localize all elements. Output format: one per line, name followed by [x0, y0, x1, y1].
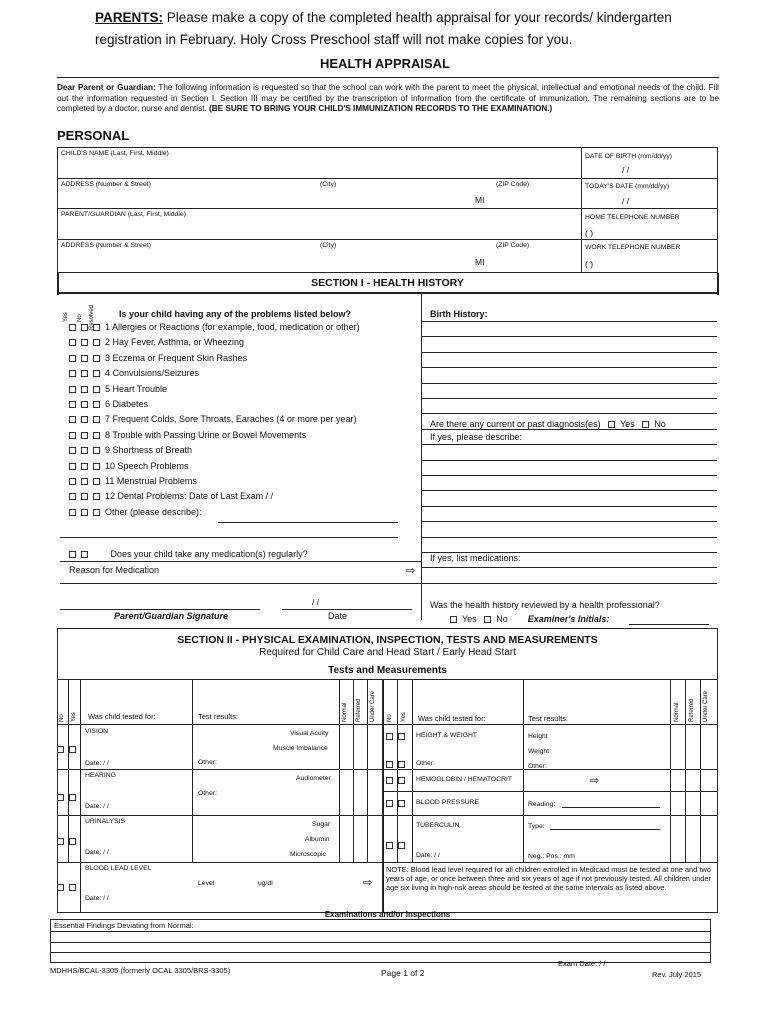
hearing-checkboxes: [57, 792, 81, 802]
findings-label: Essential Findings Deviating from Normal:: [54, 921, 194, 930]
answer-line: [421, 367, 717, 368]
hemo-label: HEMOGLOBIN / HEMATOCRIT: [416, 776, 513, 783]
s2-yes-left: Yes: [71, 712, 77, 722]
personal-grid: [57, 147, 718, 273]
hw-other-result-label: Other:: [528, 763, 547, 770]
parents-notice-line1: PARENTS: Please make a copy of the completed health appraisal for your records/ kindergarten: [95, 10, 672, 25]
address-label: ADDRESS (Number & Street): [61, 181, 151, 188]
health-history-item: [69, 445, 192, 455]
health-history-item: [69, 507, 202, 517]
answer-line: [421, 413, 717, 414]
section1-heading: SECTION I - HEALTH HISTORY: [311, 277, 464, 289]
resolved-checkbox[interactable]: [93, 463, 100, 470]
no-checkbox[interactable]: [81, 463, 88, 470]
reviewed-question: Was the health history reviewed by a health professional?: [430, 600, 660, 610]
health-history-item: [69, 353, 247, 363]
tb-label: TUBERCULIN: [416, 822, 460, 829]
resolved-checkbox[interactable]: [93, 370, 100, 377]
s2-normal-left: Normal: [342, 702, 348, 722]
tests-heading: Tests and Measurements: [328, 665, 447, 676]
health-history-item-label: 7 Frequent Colds, Sore Throats, Earaches (4 or more per year): [105, 414, 357, 425]
lead-date: Date: / /: [85, 895, 109, 902]
vision-label: VISION: [85, 728, 109, 735]
health-history-item-label: 10 Speech Problems: [105, 460, 189, 471]
lead-checkboxes: [57, 882, 81, 892]
col-yes-label: Yes: [63, 312, 69, 322]
neg-pos-label: Neg.: Pos.: mm: [528, 853, 575, 860]
yes-checkbox[interactable]: [69, 432, 76, 439]
yes-checkbox[interactable]: [69, 509, 76, 516]
no-checkbox[interactable]: [81, 339, 88, 346]
hw-checkboxes: [386, 731, 410, 741]
hearing-other-label: Other:: [198, 790, 217, 797]
visual-acuity-label: Visual Acuity: [290, 730, 329, 737]
reviewed-answers: Yes No Examiner's Initials:: [450, 614, 609, 624]
health-history-item: [69, 414, 356, 424]
tb-checkboxes: [386, 840, 410, 850]
hw-other-label: Other:: [416, 760, 435, 767]
no-checkbox[interactable]: [81, 416, 88, 423]
home-phone-paren: ( ): [585, 228, 594, 238]
col-no-label: No: [77, 314, 83, 322]
resolved-checkbox[interactable]: [93, 432, 100, 439]
no-checkbox[interactable]: [81, 401, 88, 408]
sugar-label: Sugar: [312, 821, 331, 828]
parents-notice-line2: registration in February. Holy Cross Preschool staff will not make copies for you.: [95, 32, 573, 47]
no-checkbox[interactable]: [81, 355, 88, 362]
hemo-checkboxes: [386, 775, 410, 785]
work-phone-paren: ( ): [585, 259, 594, 269]
vision-other-label: Other:: [198, 759, 217, 766]
signature-label: Parent/Guardian Signature: [114, 611, 229, 621]
medication-yes-checkbox[interactable]: [69, 551, 76, 558]
page-title: HEALTH APPRAISAL: [320, 56, 450, 71]
hearing-no-checkbox[interactable]: [57, 794, 64, 801]
lead-yes-checkbox[interactable]: [69, 884, 76, 891]
diagnosis-question: Are there any current or past diagnosis(es) Yes No: [430, 419, 666, 429]
health-history-item-label: 2 Hay Fever, Asthma, or Wheezing: [105, 337, 245, 348]
health-history-item-label: 11 Menstrual Problems: [105, 476, 197, 486]
exam-date-label: Exam Date: / /: [558, 959, 606, 968]
yes-checkbox[interactable]: [69, 447, 76, 454]
hw-label: HEIGHT & WEIGHT: [416, 732, 478, 739]
sig-date-label: Date: [328, 611, 348, 621]
vision-date: Date: / /: [85, 760, 109, 767]
hw-yes-checkbox[interactable]: [398, 733, 405, 740]
lead-no-checkbox[interactable]: [57, 884, 64, 891]
sig-date-slashes: / /: [312, 597, 320, 607]
list-meds-label: If yes, list medications:: [430, 553, 521, 563]
reviewed-yes-checkbox[interactable]: [450, 616, 457, 623]
no-checkbox[interactable]: [81, 324, 88, 331]
answer-line: [421, 352, 717, 353]
tb-date: Date: / /: [416, 852, 440, 859]
s2-normal-right: Normal: [674, 702, 680, 722]
bp-yes-checkbox[interactable]: [398, 800, 405, 807]
yes-checkbox[interactable]: [69, 493, 76, 500]
yes-checkbox[interactable]: [69, 370, 76, 377]
health-history-item: [69, 337, 244, 347]
city2-label: (City): [320, 242, 337, 249]
parent-guardian-label: PARENT/GUARDIAN (Last, First, Middle): [61, 211, 186, 218]
medication-no-checkbox[interactable]: [81, 551, 88, 558]
col-resolved-label: Resolved: [89, 304, 95, 330]
urinalysis-no-checkbox[interactable]: [57, 838, 64, 845]
bp-checkboxes: [386, 798, 410, 808]
yes-checkbox[interactable]: [69, 401, 76, 408]
section2-heading: SECTION II - PHYSICAL EXAMINATION, INSPECTION, TESTS AND MEASUREMENTS: [177, 634, 598, 646]
todays-date-label: TODAY'S DATE (mm/dd/yy): [585, 183, 670, 190]
s2-no-left: No: [59, 714, 65, 722]
s2-no-right: No: [387, 714, 393, 722]
hearing-label: HEARING: [85, 772, 116, 779]
yes-checkbox[interactable]: [69, 463, 76, 470]
resolved-checkbox[interactable]: [93, 355, 100, 362]
hemo-yes-checkbox[interactable]: [398, 777, 405, 784]
health-history-item-label: Other (please describe):: [105, 506, 202, 517]
health-history-item-label: 4 Convulsions/Seizures: [105, 368, 200, 379]
vision-no-checkbox[interactable]: [57, 746, 64, 753]
resolved-checkbox[interactable]: [93, 324, 100, 331]
birth-history-label: Birth History:: [430, 309, 488, 319]
exams-heading: Examinations and/or Inspections: [324, 910, 451, 919]
hw-other-no-checkbox[interactable]: [386, 761, 393, 768]
state2-mi: MI: [475, 257, 485, 267]
audiometer-label: Audiometer: [296, 775, 331, 782]
answer-line: [421, 567, 717, 568]
yes-checkbox[interactable]: [69, 478, 76, 485]
lead-level-label: Level: [198, 880, 215, 887]
lead-unit: ug/dl: [258, 880, 273, 887]
results-right: Test results:: [528, 714, 569, 723]
answer-line: [421, 444, 717, 445]
diagnosis-yes-checkbox[interactable]: [608, 421, 615, 428]
problems-question: Is your child having any of the problems listed below?: [119, 309, 352, 319]
zip-label: (ZIP Code): [496, 181, 530, 188]
microscopic-label: Microscopic: [290, 851, 326, 858]
yes-checkbox[interactable]: [69, 386, 76, 393]
vision-yes-checkbox[interactable]: [69, 746, 76, 753]
resolved-checkbox[interactable]: [93, 447, 100, 454]
health-history-item: [69, 399, 148, 409]
hw-no-checkbox[interactable]: [386, 733, 393, 740]
type-label: Type:: [528, 823, 545, 830]
no-checkbox[interactable]: [81, 509, 88, 516]
state-mi: MI: [475, 195, 485, 205]
urinalysis-date: Date: / /: [85, 849, 109, 856]
lead-arrow-icon: ⇨: [363, 877, 373, 889]
s2-yes-right: Yes: [401, 712, 407, 722]
hearing-yes-checkbox[interactable]: [69, 794, 76, 801]
s2-referred-right: Referred: [689, 698, 695, 722]
health-history-item-label: 3 Eczema or Frequent Skin Rashes: [105, 352, 248, 363]
health-history-item-label: 6 Diabetes: [105, 399, 149, 409]
answer-line: [421, 490, 717, 491]
resolved-checkbox[interactable]: [93, 339, 100, 346]
health-history-item: [69, 384, 167, 394]
answer-line: [421, 506, 717, 507]
bp-label: BLOOD PRESSURE: [416, 799, 480, 806]
s2-undercare-right: Under Care: [703, 690, 709, 722]
answer-line: [421, 460, 717, 461]
urinalysis-label: URINALYSIS: [85, 818, 125, 825]
reason-label: Reason for Medication: [69, 565, 160, 575]
health-history-item: [69, 476, 197, 486]
hw-other-yes-checkbox[interactable]: [398, 761, 405, 768]
resolved-checkbox[interactable]: [93, 478, 100, 485]
answer-line: [421, 398, 717, 399]
right-arrow-icon: ⇨: [406, 565, 416, 577]
lead-note: NOTE: Blood lead level required for all children enrolled in Medicaid must be tested at one and two years of age, or once between three and six years of age if not previously tested. All children under age six living in high-risk areas should be tested at the same intervals as listed above.: [386, 865, 711, 892]
answer-line: [421, 336, 717, 337]
section2-sub: Required for Child Care and Head Start / Early Head Start: [259, 647, 516, 658]
no-checkbox[interactable]: [81, 493, 88, 500]
tested-for-left: Was child tested for:: [88, 712, 156, 721]
work-phone-label: WORK TELEPHONE NUMBER: [585, 244, 681, 251]
health-history-item: [69, 491, 273, 501]
resolved-checkbox[interactable]: [93, 386, 100, 393]
hearing-date: Date: / /: [85, 803, 109, 810]
health-history-item: [69, 322, 360, 332]
yes-checkbox[interactable]: [69, 324, 76, 331]
health-history-item: [69, 461, 189, 471]
lead-label: BLOOD LEAD LEVEL: [85, 865, 152, 872]
weight-label: Weight: [528, 748, 550, 755]
tb-yes-checkbox[interactable]: [398, 842, 405, 849]
no-checkbox[interactable]: [81, 447, 88, 454]
s2-undercare-left: Under Care: [370, 690, 376, 722]
urinalysis-yes-checkbox[interactable]: [69, 838, 76, 845]
height-label: Height: [528, 733, 548, 740]
tb-no-checkbox[interactable]: [386, 842, 393, 849]
answer-line: [421, 537, 717, 538]
page-number: Page 1 of 2: [381, 968, 425, 978]
hemo-no-checkbox[interactable]: [386, 777, 393, 784]
health-history-item-label: 12 Dental Problems: Date of Last Exam / /: [105, 491, 274, 502]
intro-paragraph: Dear Parent or Guardian: The following information is requested so that the school can work with the parent to meet the physical, intellectual and emotional needs of the child. Fill out the information requested in Section I. Section III may be certified by the transcription of information from the certificate of immunization. The remaining sections are to be completed by a doctor, nurse and dentist. (BE SURE TO BRING YOUR CHILD'S IMMUNIZATION RECORDS TO THE EXAMINATION.): [57, 83, 719, 113]
yes-checkbox[interactable]: [69, 339, 76, 346]
no-checkbox[interactable]: [81, 370, 88, 377]
answer-line: [421, 383, 717, 384]
muscle-label: Muscle Imbalance: [273, 745, 328, 752]
no-checkbox[interactable]: [81, 432, 88, 439]
urinalysis-checkboxes: [57, 836, 81, 846]
health-history-item-label: 1 Allergies or Reactions (for example, food, medication or other): [105, 322, 360, 332]
describe-label: If yes, please describe:: [430, 432, 523, 442]
address2-label: ADDRESS (Number & Street): [61, 242, 151, 249]
yes-checkbox[interactable]: [69, 355, 76, 362]
bp-no-checkbox[interactable]: [386, 800, 393, 807]
resolved-checkbox[interactable]: [93, 401, 100, 408]
s2-referred-left: Referred: [356, 698, 362, 722]
todays-date-slashes: / /: [622, 196, 630, 206]
hw-other-checkboxes: [386, 759, 410, 769]
hemo-arrow-icon: ⇨: [590, 775, 600, 787]
health-history-item: [69, 368, 199, 378]
revision-date: Rev. July 2015: [652, 970, 702, 979]
form-id: MDHHS/BCAL-3305 (formerly OCAL 3305/BRS-3305): [50, 966, 231, 975]
no-checkbox[interactable]: [81, 386, 88, 393]
reading-label: Reading:: [528, 801, 556, 808]
home-phone-label: HOME TELEPHONE NUMBER: [585, 214, 680, 221]
resolved-checkbox[interactable]: [93, 416, 100, 423]
no-checkbox[interactable]: [81, 478, 88, 485]
zip2-label: (ZIP Code): [496, 242, 530, 249]
health-history-item-label: 8 Trouble with Passing Urine or Bowel Movements: [105, 429, 307, 440]
medication-question: Does your child take any medication(s) regularly?: [69, 549, 308, 559]
resolved-checkbox[interactable]: [93, 509, 100, 516]
resolved-checkbox[interactable]: [93, 493, 100, 500]
reviewed-no-checkbox[interactable]: [484, 616, 491, 623]
answer-line: [421, 521, 717, 522]
health-history-item-label: 5 Heart Trouble: [105, 383, 168, 394]
childs-name-label: CHILD'S NAME (Last, First, Middle): [61, 150, 169, 157]
diagnosis-no-checkbox[interactable]: [642, 421, 649, 428]
albumin-label: Albumin: [305, 836, 330, 843]
results-left: Test results:: [198, 712, 239, 721]
answer-line: [421, 475, 717, 476]
tested-for-right: Was child tested for:: [418, 714, 486, 723]
answer-line: [421, 321, 717, 322]
vision-checkboxes: [57, 744, 81, 754]
dob-label: DATE OF BIRTH (mm/dd/yy): [585, 153, 672, 160]
city-label: (City): [320, 181, 337, 188]
health-history-item: [69, 430, 306, 440]
personal-heading: PERSONAL: [57, 128, 130, 143]
yes-checkbox[interactable]: [69, 416, 76, 423]
dob-slashes: / /: [622, 165, 630, 175]
health-history-item-label: 9 Shortness of Breath: [105, 445, 193, 456]
